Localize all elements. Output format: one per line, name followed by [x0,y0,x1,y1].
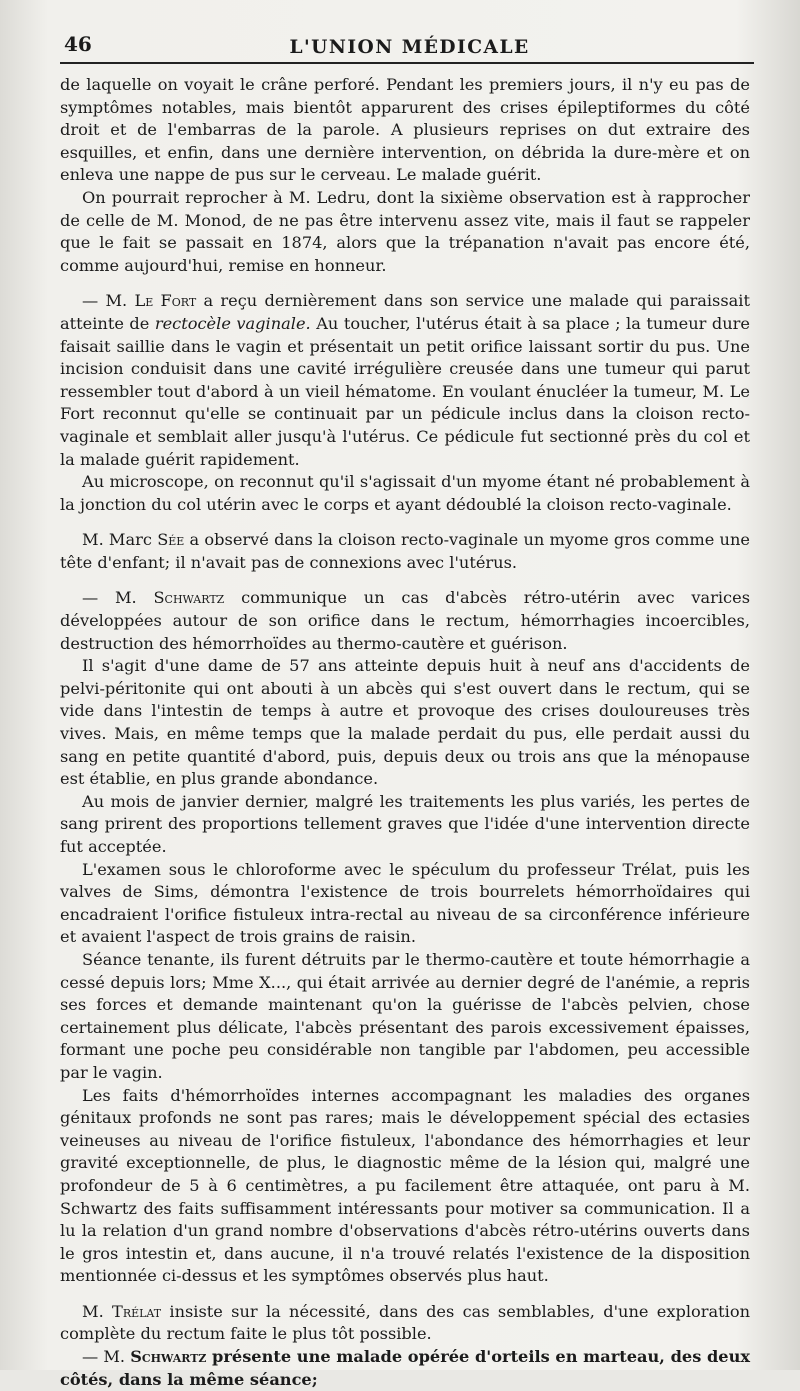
paragraph-text: présente une malade opérée d'orteils en marteau, des deux côtés, dans la même séance; [60,1347,750,1389]
paragraph-text: Au microscope, on reconnut qu'il s'agissait d'un myome étant né probablement à la jonction du col utérin avec le corps et ayant dédoublé la cloison recto-vaginale. [60,472,750,514]
paragraph-text: insiste sur la nécessité, dans des cas semblables, d'une exploration complète du rectum faite le plus tôt possible. [60,1301,750,1344]
paragraph-text: Au toucher, l'utérus était à sa place ; la tumeur dure faisait saillie dans le vagin et présentait un petit orifice laissant sortir du pus. Une incision conduisit dans une cavité irrégulière creusée dans une tumeur qui parut ressembler tout d'abord à un vieil hématome. En voulant énucléer la tumeur, M. Le Fort reconnut qu'elle se continuait par un pédicule inclus dans la cloison recto-vaginale et semblait aller jusqu'à l'utérus. Ce pédicule fut sectionné près du col et la malade guérit rapidement. [60,313,750,469]
paragraph-text: a observé dans la cloison recto-vaginale un myome gros comme une tête d'enfant; il n'avait pas de connexions avec l'utérus. [60,530,750,572]
paragraph-lead: — M. [82,588,154,608]
paragraph-lead: M. Marc [82,530,158,550]
paragraph [60,949,750,1085]
paragraph [60,859,750,949]
paragraph-lead: M. [82,1301,113,1321]
speaker-name: Le Fort [134,291,197,311]
paragraph [60,529,750,574]
speaker-name: Trélat [112,1301,162,1321]
paragraph [60,1085,750,1288]
paragraph [60,290,750,471]
paragraph [60,74,750,187]
italic-term: rectocèle vaginale. [154,313,311,333]
paragraph [60,1301,750,1346]
paragraph-text: de laquelle on voyait le crâne perforé. Pendant les premiers jours, il n'y eu pas de symptômes notables, mais bientôt apparurent des crises épileptiformes du côté droit et de l'embarras de la parole. A plusieurs reprises on dut extraire des esquilles, et enfin, dans une dernière intervention, on débrida la dure-mère et on enleva une nappe de pus sur le cerveau. Le malade guérit. [60,75,750,185]
header-rule [60,62,754,64]
speaker-name: Schwartz [153,588,225,608]
paragraph-gap [60,277,750,290]
paragraph-gap [60,574,750,587]
paragraph [60,587,750,655]
paragraph-text: Les faits d'hémorrhoïdes internes accompagnant les maladies des organes génitaux profonds ne sont pas rares; mais le développement spécial des ectasies veineuses au niveau de l'orifice fistuleux, l'abondance des hémorrhagies et leur gravité exceptionnelle, de plus, le diagnostic même de la lésion qui, malgré une profondeur de 5 à 6 centimètres, a pu facilement être attaquée, ont paru à M. Schwartz des faits suffisamment intéressants pour motiver sa communication. Il a lu la relation d'un grand nombre d'observations d'abcès rétro-utérins ouverts dans le gros intestin et, dans aucune, il n'a trouvé relatés l'existence de la disposition mentionnée ci-dessus et les symptômes observés plus haut. [60,1085,750,1286]
speaker-name: Schwartz [130,1347,207,1367]
paragraph-lead: — M. [82,1347,131,1367]
paragraph-text: On pourrait reprocher à M. Ledru, dont la sixième observation est à rapprocher de celle de M. Monod, de ne pas être intervenu assez vite, mais il faut se rappeler que le fait se passait en 1874, alors que la trépanation n'avait pas encore été, comme aujourd'hui, remise en honneur. [60,187,750,275]
speaker-name: Sée [157,530,185,550]
paragraph-text: communique un cas d'abcès rétro-utérin avec varices développées autour de son orifice dans le rectum, hémorrhagies incoercibles, destruction des hémorrhoïdes au thermo-cautère et guérison. [60,588,751,653]
paragraph [60,791,750,859]
paragraph [60,187,750,277]
paragraph-text: L'examen sous le chloroforme avec le spéculum du professeur Trélat, puis les valves de Sims, démontra l'existence de trois bourrelets hémorrhoïdaires qui encadraient l'orifice fistuleux intra-rectal au niveau de sa circonférence inférieure et avaient l'aspect de trois grains de raisin. [60,859,750,947]
paragraph-gap [60,516,750,529]
paragraph-text: Il s'agit d'une dame de 57 ans atteinte depuis huit à neuf ans d'accidents de pelvi-péritonite qui ont abouti à un abcès qui s'est ouvert dans le rectum, qui se vide dans l'intestin de temps à autre et provoque des crises douloureuses très vives. Mais, en même temps que la malade perdait du pus, elle perdait aussi du sang en petite quantité d'abord, puis, depuis deux ou trois ans que la ménopause est établie, en plus grande abondance. [60,656,750,789]
paragraph [60,471,750,516]
page-number: 46 [64,32,92,56]
article-body [60,74,760,1391]
paragraph-text: Séance tenante, ils furent détruits par le thermo-cautère et toute hémorrhagie a cessé depuis lors; Mme X..., qui était arrivée au dernier degré de l'anémie, a repris ses forces et demande maintenant qu'on la guérisse de l'abcès pelvien, chose certainement plus délicate, l'abcès présentant des parois excessivement épaisses, formant une poche peu considérable non tangible par l'abdomen, peu accessible par le vagin. [60,949,750,1082]
page-header [60,24,760,58]
paragraph-text: Au mois de janvier dernier, malgré les traitements les plus variés, les pertes de sang prirent des proportions tellement graves que l'idée d'une intervention directe fut acceptée. [60,791,750,856]
paragraph [60,655,750,791]
paragraph-text: a reçu dernièrement dans son service une malade qui paraissait atteinte de [60,291,750,333]
paragraph [60,1346,750,1391]
paragraph-lead: — M. [82,291,135,311]
paragraph-gap [60,1288,750,1301]
running-title: L'UNION MÉDICALE [289,36,531,58]
